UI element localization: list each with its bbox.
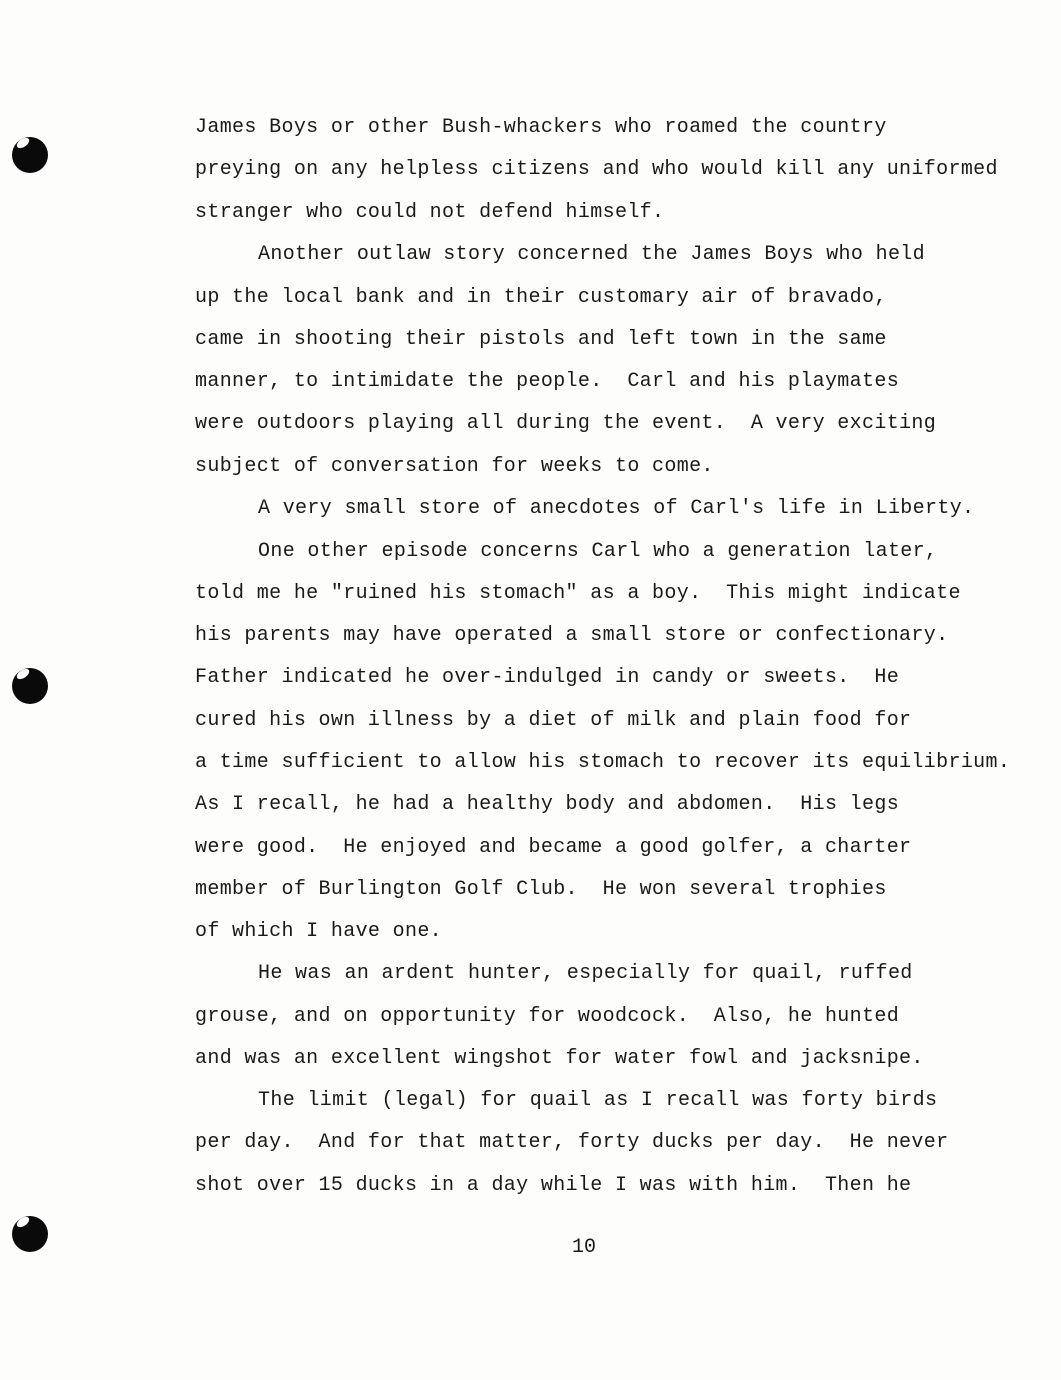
text-line: a time sufficient to allow his stomach to recover its equilibrium. (195, 751, 1011, 774)
text-line: grouse, and on opportunity for woodcock. Also, he hunted (195, 1005, 900, 1028)
text-line: came in shooting their pistols and left town in the same (195, 328, 887, 351)
punch-hole (12, 1216, 48, 1252)
text-line: up the local bank and in their customary air of bravado, (195, 286, 887, 309)
punch-hole (12, 137, 48, 173)
text-line: and was an excellent wingshot for water fowl and jacksnipe. (195, 1047, 924, 1070)
text-line: were outdoors playing all during the event. A very exciting (195, 412, 937, 435)
text-line: his parents may have operated a small store or confectionary. (195, 624, 949, 647)
text-line: One other episode concerns Carl who a generation later, (258, 540, 938, 563)
text-line: preying on any helpless citizens and who would kill any uniformed (195, 158, 998, 181)
text-line: subject of conversation for weeks to come. (195, 455, 714, 478)
text-line: of which I have one. (195, 920, 443, 943)
text-line: He was an ardent hunter, especially for quail, ruffed (258, 962, 913, 985)
text-line: A very small store of anecdotes of Carl's life in Liberty. (258, 497, 975, 520)
text-line: manner, to intimidate the people. Carl and his playmates (195, 370, 900, 393)
text-line: As I recall, he had a healthy body and abdomen. His legs (195, 793, 900, 816)
punch-hole (12, 668, 48, 704)
text-line: were good. He enjoyed and became a good golfer, a charter (195, 836, 912, 859)
text-line: The limit (legal) for quail as I recall was forty birds (258, 1089, 938, 1112)
page-number: 10 (572, 1236, 597, 1259)
text-line: cured his own illness by a diet of milk and plain food for (195, 709, 912, 732)
text-line: told me he "ruined his stomach" as a boy. This might indicate (195, 582, 961, 605)
text-line: Another outlaw story concerned the James Boys who held (258, 243, 926, 266)
text-line: per day. And for that matter, forty ducks per day. He never (195, 1131, 949, 1154)
text-line: shot over 15 ducks in a day while I was with him. Then he (195, 1174, 912, 1197)
text-line: James Boys or other Bush-whackers who roamed the country (195, 116, 887, 139)
text-line: stranger who could not defend himself. (195, 201, 665, 224)
text-line: Father indicated he over-indulged in candy or sweets. He (195, 666, 900, 689)
text-line: member of Burlington Golf Club. He won several trophies (195, 878, 887, 901)
